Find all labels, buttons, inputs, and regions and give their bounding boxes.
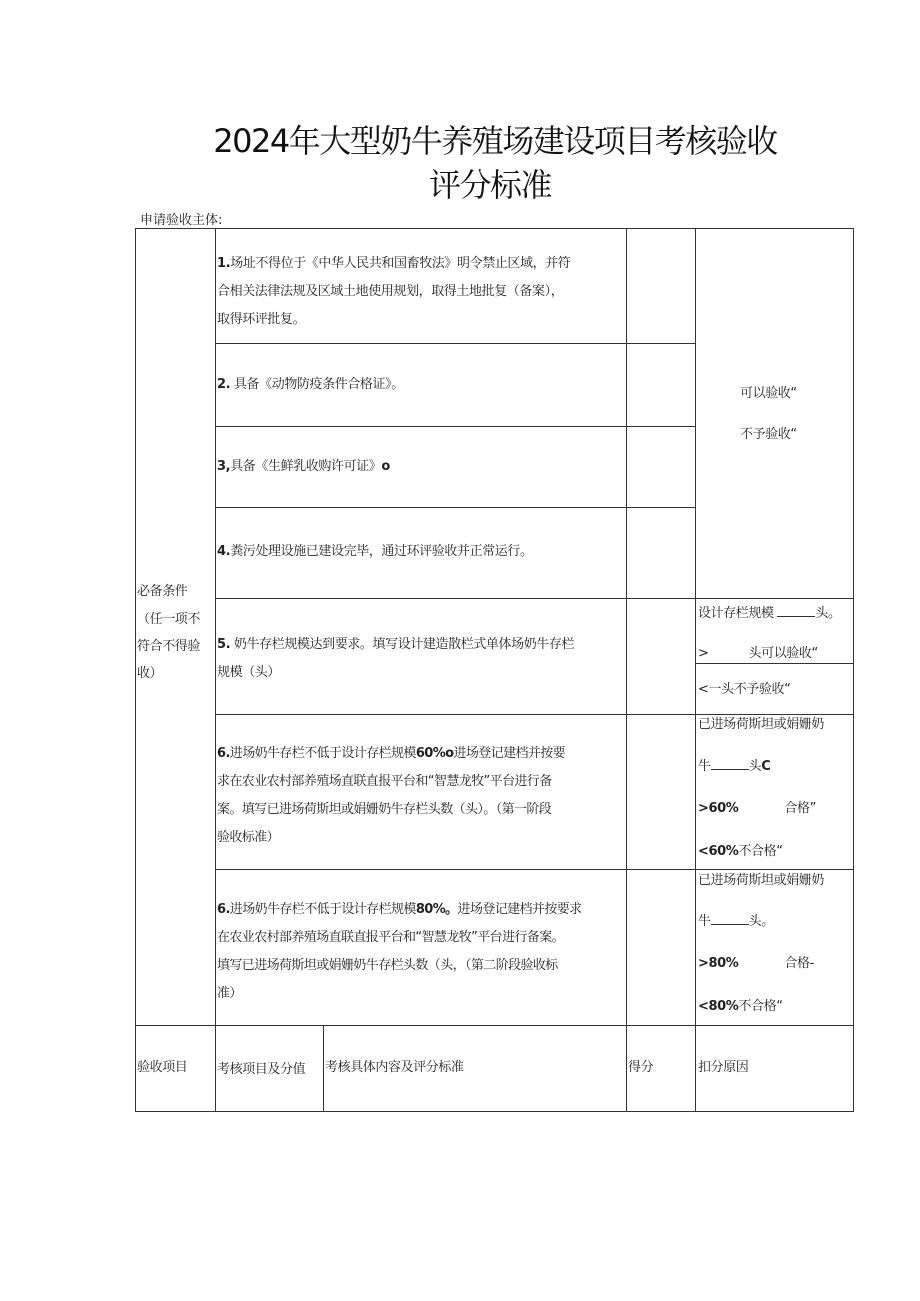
- item-7-ge: [698, 950, 814, 978]
- threshold: >60%: [698, 801, 739, 816]
- header-acceptance-item: 验收项目: [137, 1060, 188, 1075]
- item-number: 6.: [217, 746, 230, 761]
- label: 合格”: [784, 801, 816, 816]
- item-text: 进场登记建档并按要求: [457, 902, 582, 917]
- item-text: 粪污处理设施已建设完毕，通过环评验收并正常运行。: [230, 544, 533, 559]
- item-1: [217, 250, 625, 334]
- item-2: [217, 371, 404, 399]
- item-number: 6.: [217, 902, 230, 917]
- label: 设计存栏规模: [698, 606, 774, 621]
- divider: [215, 507, 695, 508]
- item-text: 奶牛存栏规模达到要求。填写设计建造散栏式单体场奶牛存栏: [233, 637, 575, 652]
- item-4: [217, 538, 533, 566]
- divider: [695, 228, 696, 1112]
- item-text: 进场登记建档并按要: [453, 746, 566, 761]
- item-5-fail: <一头不予验收“: [698, 682, 791, 697]
- item-text: 60%o: [415, 746, 454, 761]
- item-3: [217, 453, 390, 481]
- item-6-right-line: 已进场荷斯坦或娟姗奶: [698, 717, 825, 732]
- threshold: <60%: [698, 844, 739, 859]
- item-text: 填写已进场荷斯坦或娟姗奶牛存栏头数（头，（第二阶段验收标: [217, 958, 558, 973]
- divider: [323, 1025, 324, 1112]
- label: 不合格“: [738, 844, 783, 859]
- divider: [215, 598, 854, 599]
- item-7-lt: [698, 993, 783, 1021]
- header-assessment-item: 考核项目及分值: [217, 1062, 306, 1077]
- page-title-line2: 评分标准: [428, 166, 551, 204]
- blank-field[interactable]: [777, 602, 815, 617]
- item-text: 合相关法律法规及区域土地使用规划，取得土地批复（备案），: [217, 284, 564, 299]
- item-5: [217, 631, 625, 687]
- header-deduction-reason: 扣分原因: [698, 1060, 749, 1075]
- label: 头。: [748, 914, 774, 929]
- item-text: 验收标准）: [217, 830, 280, 845]
- divider: [215, 228, 216, 1112]
- item-6-lt: [698, 838, 783, 866]
- label: 头: [748, 759, 762, 774]
- threshold: >80%: [698, 956, 739, 971]
- page-title-line1: 2024年大型奶牛养殖场建设项目考核验收: [213, 122, 777, 160]
- label: 不合格“: [738, 999, 783, 1014]
- item-7-right-line: 已进场荷斯坦或娟姗奶: [698, 873, 825, 888]
- item-number: 5.: [217, 637, 231, 652]
- item-7-count: [698, 908, 774, 936]
- item-text: 进场奶牛存栏不低于设计存栏规模: [229, 902, 416, 917]
- header-criteria: 考核具体内容及评分标准: [325, 1060, 464, 1075]
- label: 头可以验收“: [748, 646, 818, 661]
- category-note-line: 符合不得验: [137, 639, 201, 654]
- category-note-line: 收）: [137, 666, 163, 681]
- applicant-label: 申请验收主体:: [140, 213, 223, 228]
- item-text: 规模（头）: [217, 665, 281, 680]
- item-7: [217, 896, 627, 1008]
- item-6: [217, 740, 627, 852]
- item-text: 场址不得位于《中华人民共和国畜牧法》明令禁止区域，并符: [230, 256, 571, 271]
- item-text: 80%。: [415, 902, 458, 917]
- item-6-count: [698, 753, 770, 781]
- divider: [215, 343, 695, 344]
- category-note-line: （任一项不: [137, 612, 201, 627]
- item-number: 4.: [217, 544, 231, 559]
- item-text: 具备《动物防疫条件合格证》。: [233, 377, 404, 392]
- item-6-ge: [698, 795, 816, 823]
- item-text: 求在农业农村部养殖场直联直报平台和“智慧龙牧”平台进行备: [217, 774, 552, 789]
- threshold: <80%: [698, 999, 739, 1014]
- blank-field[interactable]: [711, 910, 749, 925]
- item-text: 案。填写已进场荷斯坦或娟姗奶牛存栏头数（头）。（第一阶段: [217, 802, 552, 817]
- label: C: [761, 759, 771, 774]
- category-label: 必备条件: [137, 584, 188, 599]
- verdict-pass: 可以验收“: [740, 386, 797, 401]
- header-score: 得分: [628, 1060, 654, 1075]
- item-5-pass: [698, 640, 818, 668]
- verdict-fail: 不予验收“: [740, 427, 797, 442]
- item-number: 1.: [217, 256, 231, 271]
- item-text: 在农业农村部养殖场直联直报平台和“智慧龙牧”平台进行备案。: [217, 930, 565, 945]
- item-text: 取得环评批复。: [217, 312, 306, 327]
- item-text: 准）: [217, 986, 242, 1001]
- divider: [135, 1025, 854, 1026]
- label: >: [698, 646, 709, 661]
- label: 合格-: [784, 956, 814, 971]
- label: 牛: [698, 914, 711, 929]
- item-5-design-scale: [698, 600, 841, 628]
- label: 头。: [815, 606, 841, 621]
- blank-field[interactable]: [711, 755, 749, 770]
- label: 牛: [698, 759, 711, 774]
- divider: [215, 426, 695, 427]
- item-suffix: o: [381, 459, 390, 474]
- item-number: 2.: [217, 377, 231, 392]
- item-text: 具备《生鲜乳收购许可证》: [230, 459, 382, 474]
- item-number: 3,: [217, 459, 231, 474]
- item-text: 进场奶牛存栏不低于设计存栏规模: [229, 746, 416, 761]
